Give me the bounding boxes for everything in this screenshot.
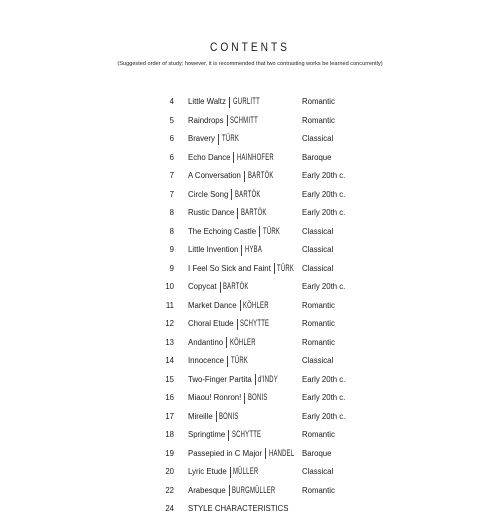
piece-entry bbox=[188, 336, 271, 350]
page-number: 4 bbox=[169, 97, 174, 106]
list-item bbox=[0, 354, 500, 373]
piece-title: I Feel So Sick and Faint bbox=[188, 263, 271, 273]
list-item bbox=[0, 428, 500, 447]
style-period: Romantic bbox=[302, 97, 335, 106]
piece-title: Two-Finger Partita bbox=[188, 374, 252, 384]
list-item bbox=[0, 95, 500, 114]
list-item bbox=[0, 206, 500, 225]
separator bbox=[226, 337, 227, 348]
page-number: 14 bbox=[165, 356, 174, 365]
composer-name: KÖHLER bbox=[243, 299, 269, 311]
page-number: 22 bbox=[165, 485, 174, 495]
separator bbox=[218, 134, 219, 145]
page-number: 10 bbox=[165, 282, 174, 291]
list-item bbox=[0, 243, 500, 262]
piece-entry bbox=[188, 114, 275, 128]
piece-title: Mireille bbox=[188, 411, 213, 421]
list-item bbox=[0, 410, 500, 429]
page-number: 18 bbox=[165, 430, 174, 439]
piece-entry bbox=[188, 151, 297, 165]
page-number: 24 bbox=[165, 504, 174, 513]
piece-entry bbox=[188, 206, 282, 220]
piece-title: Lyric Etude bbox=[188, 467, 227, 476]
piece-title: Little Waltz bbox=[188, 97, 226, 106]
piece-entry bbox=[188, 188, 276, 202]
composer-name: GURLITT bbox=[232, 96, 260, 107]
piece-title: Circle Song bbox=[188, 189, 229, 199]
list-item bbox=[0, 132, 500, 151]
composer-name: TÜRK bbox=[262, 225, 280, 237]
page-number: 8 bbox=[169, 226, 174, 236]
style-period: Baroque bbox=[302, 152, 332, 162]
style-period: Early 20th c. bbox=[302, 189, 346, 199]
separator bbox=[241, 245, 242, 256]
piece-entry bbox=[188, 262, 305, 276]
piece-entry bbox=[188, 299, 285, 313]
piece-entry bbox=[188, 280, 265, 294]
piece-title: Market Dance bbox=[188, 300, 237, 310]
separator bbox=[216, 411, 217, 422]
style-period: Early 20th c. bbox=[302, 411, 346, 421]
separator bbox=[240, 300, 241, 311]
style-period: Early 20th c. bbox=[302, 208, 346, 217]
list-item bbox=[0, 317, 500, 336]
style-period: Romantic bbox=[302, 319, 335, 328]
list-item bbox=[0, 447, 500, 466]
composer-name: TÜRK bbox=[230, 355, 248, 366]
style-period: Early 20th c. bbox=[302, 171, 346, 180]
list-item bbox=[0, 465, 500, 484]
composer-name: BARTÓK bbox=[247, 170, 274, 181]
composer-name: HANDEL bbox=[268, 447, 295, 459]
separator bbox=[265, 448, 266, 459]
composer-name: KÖHLER bbox=[229, 336, 256, 348]
page-number: 12 bbox=[165, 319, 174, 328]
composer-name: TÜRK bbox=[221, 133, 239, 144]
composer-name: HYBA bbox=[244, 244, 263, 255]
piece-entry bbox=[188, 132, 249, 146]
separator bbox=[237, 319, 238, 330]
page-number: 17 bbox=[165, 411, 174, 421]
piece-entry bbox=[188, 354, 258, 368]
list-item bbox=[0, 336, 500, 355]
separator bbox=[229, 97, 230, 108]
piece-title: Arabesque bbox=[188, 485, 226, 495]
piece-title: Rustic Dance bbox=[188, 208, 235, 217]
page-number: 16 bbox=[165, 393, 174, 402]
list-item bbox=[0, 373, 500, 392]
piece-entry bbox=[188, 95, 276, 109]
style-period: Romantic bbox=[302, 300, 335, 310]
composer-name: d'INDY bbox=[258, 373, 279, 385]
page-number: 7 bbox=[169, 189, 174, 199]
piece-title: Little Invention bbox=[188, 245, 239, 254]
piece-title: Andantino bbox=[188, 337, 224, 347]
piece-title: A Conversation bbox=[188, 171, 241, 180]
page-subtitle: (Suggested order of study; however, it is recommended that two contrasting works be learned concurrently) bbox=[117, 61, 383, 67]
style-period: Romantic bbox=[302, 485, 335, 495]
page-number: 8 bbox=[169, 208, 174, 217]
style-period: Classical bbox=[302, 467, 334, 476]
composer-name: TÜRK bbox=[277, 262, 295, 274]
piece-title: Copycat bbox=[188, 282, 217, 291]
page-number: 9 bbox=[169, 245, 174, 254]
page-number: 20 bbox=[165, 467, 174, 476]
composer-name: BARTÓK bbox=[235, 188, 261, 200]
separator bbox=[255, 374, 256, 385]
piece-title: Choral Etude bbox=[188, 319, 234, 328]
style-period: Romantic bbox=[302, 337, 335, 347]
style-period: Early 20th c. bbox=[302, 374, 346, 384]
page-number: 6 bbox=[169, 134, 174, 143]
page-number: 11 bbox=[165, 300, 174, 310]
style-period: Classical bbox=[302, 263, 334, 273]
piece-title: Passepied in C Major bbox=[188, 448, 263, 458]
piece-entry bbox=[188, 447, 310, 461]
page-number: 19 bbox=[165, 448, 174, 458]
piece-entry bbox=[188, 317, 287, 331]
separator bbox=[228, 430, 229, 441]
style-period: Classical bbox=[302, 226, 334, 236]
list-item bbox=[0, 299, 500, 318]
separator bbox=[230, 467, 231, 478]
list-item bbox=[0, 151, 500, 170]
page-title: CONTENTS bbox=[210, 40, 290, 54]
style-period: Baroque bbox=[302, 448, 332, 458]
composer-name: MÜLLER bbox=[233, 466, 259, 477]
contents-list bbox=[0, 95, 500, 521]
list-item bbox=[0, 280, 500, 299]
style-period: Early 20th c. bbox=[302, 393, 346, 402]
piece-entry bbox=[188, 225, 290, 239]
piece-entry bbox=[188, 373, 291, 387]
style-period: Early 20th c. bbox=[302, 282, 346, 291]
list-item bbox=[0, 169, 500, 188]
piece-entry bbox=[188, 410, 251, 424]
style-period: Romantic bbox=[302, 430, 335, 439]
piece-entry bbox=[188, 243, 272, 257]
separator bbox=[229, 485, 230, 496]
separator bbox=[274, 263, 275, 274]
list-item bbox=[0, 262, 500, 281]
piece-title: The Echoing Castle bbox=[188, 226, 257, 236]
composer-name: SCHYTTE bbox=[240, 318, 270, 329]
list-item bbox=[0, 391, 500, 410]
piece-entry bbox=[188, 391, 280, 405]
separator bbox=[259, 226, 260, 237]
separator bbox=[233, 152, 234, 163]
separator bbox=[244, 393, 245, 404]
composer-name: BARTÓK bbox=[241, 207, 267, 218]
piece-title: Innocence bbox=[188, 356, 224, 365]
style-period: Classical bbox=[302, 356, 334, 365]
separator bbox=[227, 115, 228, 126]
separator bbox=[231, 189, 232, 200]
composer-name: SCHYTTE bbox=[231, 429, 262, 440]
page-number: 15 bbox=[165, 374, 174, 384]
piece-entry bbox=[188, 484, 302, 498]
piece-entry bbox=[188, 502, 289, 516]
piece-entry bbox=[188, 428, 279, 442]
composer-name: BARTÓK bbox=[223, 281, 249, 292]
separator bbox=[237, 208, 238, 219]
piece-title: Miaou! Ronron! bbox=[188, 393, 242, 402]
list-item bbox=[0, 225, 500, 244]
style-period: Romantic bbox=[302, 115, 335, 125]
page-number: 13 bbox=[165, 337, 174, 347]
separator bbox=[244, 171, 245, 182]
piece-entry bbox=[188, 169, 289, 183]
separator bbox=[220, 282, 221, 293]
composer-name: HAINHOFER bbox=[237, 151, 275, 163]
list-item bbox=[0, 502, 500, 521]
page-number: 6 bbox=[169, 152, 174, 162]
piece-title: Springtime bbox=[188, 430, 226, 439]
list-item bbox=[0, 188, 500, 207]
piece-title: Raindrops bbox=[188, 115, 224, 125]
page-number: 5 bbox=[169, 115, 174, 125]
composer-name: BONIS bbox=[248, 392, 268, 403]
composer-name: BURGMÜLLER bbox=[232, 484, 276, 496]
piece-entry bbox=[188, 465, 274, 479]
separator bbox=[227, 356, 228, 367]
page-number: 7 bbox=[169, 171, 174, 180]
page-number: 9 bbox=[169, 263, 174, 273]
piece-title: Echo Dance bbox=[188, 152, 231, 162]
piece-title: STYLE CHARACTERISTICS bbox=[188, 504, 289, 513]
piece-title: Bravery bbox=[188, 134, 215, 143]
composer-name: SCHMITT bbox=[230, 114, 259, 126]
style-period: Classical bbox=[302, 134, 334, 143]
list-item bbox=[0, 484, 500, 503]
list-item bbox=[0, 114, 500, 133]
style-period: Classical bbox=[302, 245, 334, 254]
composer-name: BONIS bbox=[219, 410, 239, 422]
